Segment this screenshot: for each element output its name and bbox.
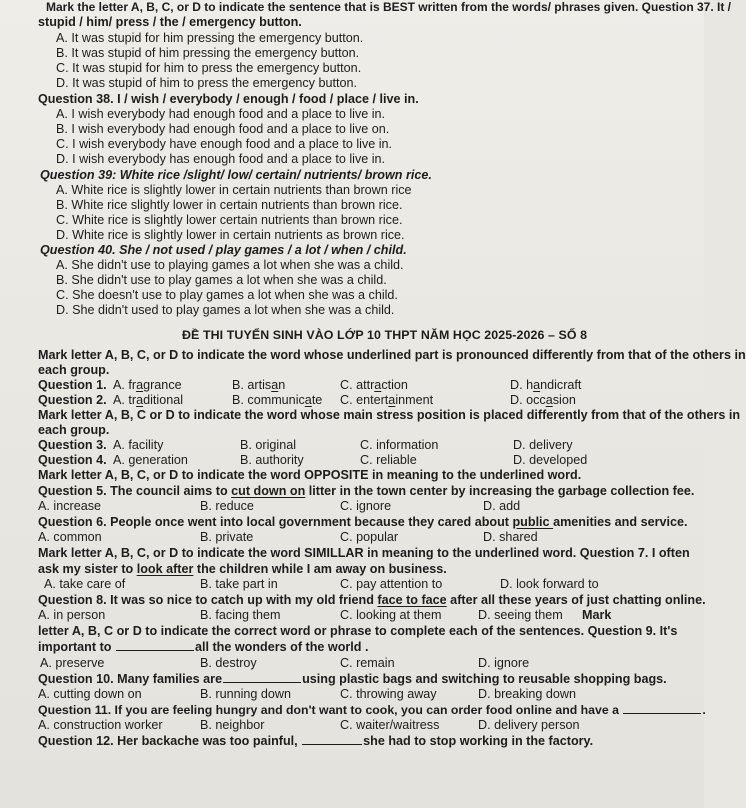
question-12-stem: Question 12. Her backache was too painful, she had to stop working in the factory.	[38, 734, 594, 748]
q11-option-b: B. neighbor	[200, 718, 265, 732]
question-9-stem: important to all the wonders of the world .	[38, 640, 369, 654]
opposite-instruction: Mark letter A, B, C, or D to indicate the word OPPOSITE in meaning to the underlined word.	[38, 468, 582, 482]
question-1-label: Question 1.	[38, 378, 107, 392]
q38-option-d: D. I wish everybody has enough food and a place to live in.	[56, 152, 386, 166]
similar-instruction: Mark letter A, B, C, or D to indicate the word SIMILLAR in meaning to the underlined word. Question 7. I often	[38, 546, 690, 560]
question-10-stem: Question 10. Many families are using plastic bags and switching to reusable shopping bags.	[38, 672, 667, 686]
q37-option-b: B. It was stupid of him pressing the emergency button.	[56, 46, 360, 60]
q2-option-d: D. occasion	[510, 393, 576, 407]
q6-option-b: B. private	[200, 530, 254, 544]
question-3-label: Question 3.	[38, 438, 107, 452]
q1-option-a: A. fragrance	[113, 378, 182, 392]
q5-option-a: A. increase	[38, 499, 101, 513]
pronunciation-instruction-cont: each group.	[38, 363, 110, 377]
q1-option-c: C. attraction	[340, 378, 408, 392]
q40-option-c: C. She doesn't use to play games a lot when she was a child.	[56, 288, 398, 302]
q12-blank	[302, 743, 362, 745]
pronunciation-instruction: Mark letter A, B, C, or D to indicate the word whose underlined part is pronounced differently from that of the others in	[38, 348, 746, 362]
q3-option-c: C. information	[360, 438, 439, 452]
q40-option-b: B. She didn't use to play games a lot when she was a child.	[56, 273, 387, 287]
question-40-stem: Question 40. She / not used / play games / a lot / when / child.	[40, 243, 407, 257]
q4-option-d: D. developed	[513, 453, 588, 467]
q8-option-c: C. looking at them	[340, 608, 442, 622]
q3-option-b: B. original	[240, 438, 297, 452]
q37-option-c: C. It was stupid for him to press the emergency button.	[56, 61, 362, 75]
q7-option-d: D. look forward to	[500, 577, 599, 591]
q10-option-d: D. breaking down	[478, 687, 577, 701]
q1-option-b: B. artisan	[232, 378, 286, 392]
q8-option-d: D. seeing them	[478, 608, 563, 622]
exam-title: ĐỀ THI TUYỂN SINH VÀO LỚP 10 THPT NĂM HỌC 2025-2026 – SỐ 8	[182, 328, 588, 342]
q4-option-a: A. generation	[113, 453, 188, 467]
q10-option-b: B. running down	[200, 687, 292, 701]
q37-option-d: D. It was stupid of him to press the emergency button.	[56, 76, 357, 90]
q5-option-b: B. reduce	[200, 499, 254, 513]
q6-option-a: A. common	[38, 530, 102, 544]
stress-instruction: Mark letter A, B, C or D to indicate the word whose main stress position is placed differently from that of the others in	[38, 408, 741, 422]
complete-instruction-start: Mark	[582, 608, 612, 622]
q9-option-d: D. ignore	[478, 656, 530, 670]
q10-option-a: A. cutting down on	[38, 687, 142, 701]
q40-option-d: D. She didn't used to play games a lot when she was a child.	[56, 303, 395, 317]
q38-option-a: A. I wish everybody had enough food and a place to live in.	[56, 107, 386, 121]
q9-option-b: B. destroy	[200, 656, 257, 670]
q38-option-b: B. I wish everybody had enough food and a place to live on.	[56, 122, 390, 136]
q37-option-a: A. It was stupid for him pressing the emergency button.	[56, 31, 364, 45]
q8-option-a: A. in person	[38, 608, 106, 622]
question-8-stem: Question 8. It was so nice to catch up with my old friend face to face after all these years of just chatting online.	[38, 593, 706, 607]
question-11-stem: Question 11. If you are feeling hungry and don't want to cook, you can order food online and have a .	[38, 703, 706, 717]
q4-option-c: C. reliable	[360, 453, 417, 467]
q7-option-c: C. pay attention to	[340, 577, 443, 591]
q38-option-c: C. I wish everybody have enough food and a place to live in.	[56, 137, 393, 151]
q11-option-a: A. construction worker	[38, 718, 163, 732]
q8-option-b: B. facing them	[200, 608, 281, 622]
q39-option-b: B. White rice slightly lower in certain nutrients than brown rice.	[56, 198, 403, 212]
q7-option-b: B. take part in	[200, 577, 278, 591]
q5-option-d: D. add	[483, 499, 521, 513]
question-37-stem: stupid / him/ press / the / emergency button.	[38, 15, 302, 29]
question-5-stem: Question 5. The council aims to cut down on litter in the town center by increasing the garbage collection fee.	[38, 484, 695, 498]
q7-option-a: A. take care of	[44, 577, 126, 591]
q3-option-a: A. facility	[113, 438, 164, 452]
q39-option-d: D. White rice is slightly lower in certain nutrients as brown rice.	[56, 228, 405, 242]
q2-option-c: C. entertainment	[340, 393, 434, 407]
q9-blank	[116, 649, 194, 651]
q10-option-c: C. throwing away	[340, 687, 437, 701]
q4-option-b: B. authority	[240, 453, 304, 467]
q11-option-c: C. waiter/waitress	[340, 718, 440, 732]
question-4-label: Question 4.	[38, 453, 107, 467]
q6-option-c: C. popular	[340, 530, 399, 544]
q11-blank	[623, 712, 701, 714]
q9-option-c: C. remain	[340, 656, 395, 670]
q2-option-a: A. traditional	[113, 393, 184, 407]
q10-blank	[223, 681, 301, 683]
q9-option-a: A. preserve	[40, 656, 105, 670]
question-39-stem: Question 39: White rice /slight/ low/ certain/ nutrients/ brown rice.	[40, 168, 432, 182]
question-2-label: Question 2.	[38, 393, 107, 407]
q5-option-c: C. ignore	[340, 499, 392, 513]
q3-option-d: D. delivery	[513, 438, 573, 452]
question-6-stem: Question 6. People once went into local government because they cared about public amenities and service.	[38, 515, 688, 529]
q39-option-a: A. White rice is slightly lower in certain nutrients than brown rice	[56, 183, 412, 197]
q39-option-c: C. White rice is slightly lower certain nutrients than brown rice.	[56, 213, 403, 227]
complete-instruction: letter A, B, C or D to indicate the correct word or phrase to complete each of the sentences. Question 9. It's	[38, 624, 678, 638]
q40-option-a: A. She didn't use to playing games a lot when she was a child.	[56, 258, 404, 272]
question-38-stem: Question 38. I / wish / everybody / enough / food / place / live in.	[38, 92, 419, 106]
q1-option-d: D. handicraft	[510, 378, 582, 392]
q2-option-b: B. communicate	[232, 393, 323, 407]
question-7-stem: ask my sister to look after the children while I am away on business.	[38, 562, 447, 576]
intro-instruction: Mark the letter A, B, C, or D to indicate the sentence that is BEST written from the words/ phrases given. Question 37. It /	[46, 0, 732, 14]
q11-option-d: D. delivery person	[478, 718, 580, 732]
stress-instruction-cont: each group.	[38, 423, 110, 437]
q6-option-d: D. shared	[483, 530, 538, 544]
